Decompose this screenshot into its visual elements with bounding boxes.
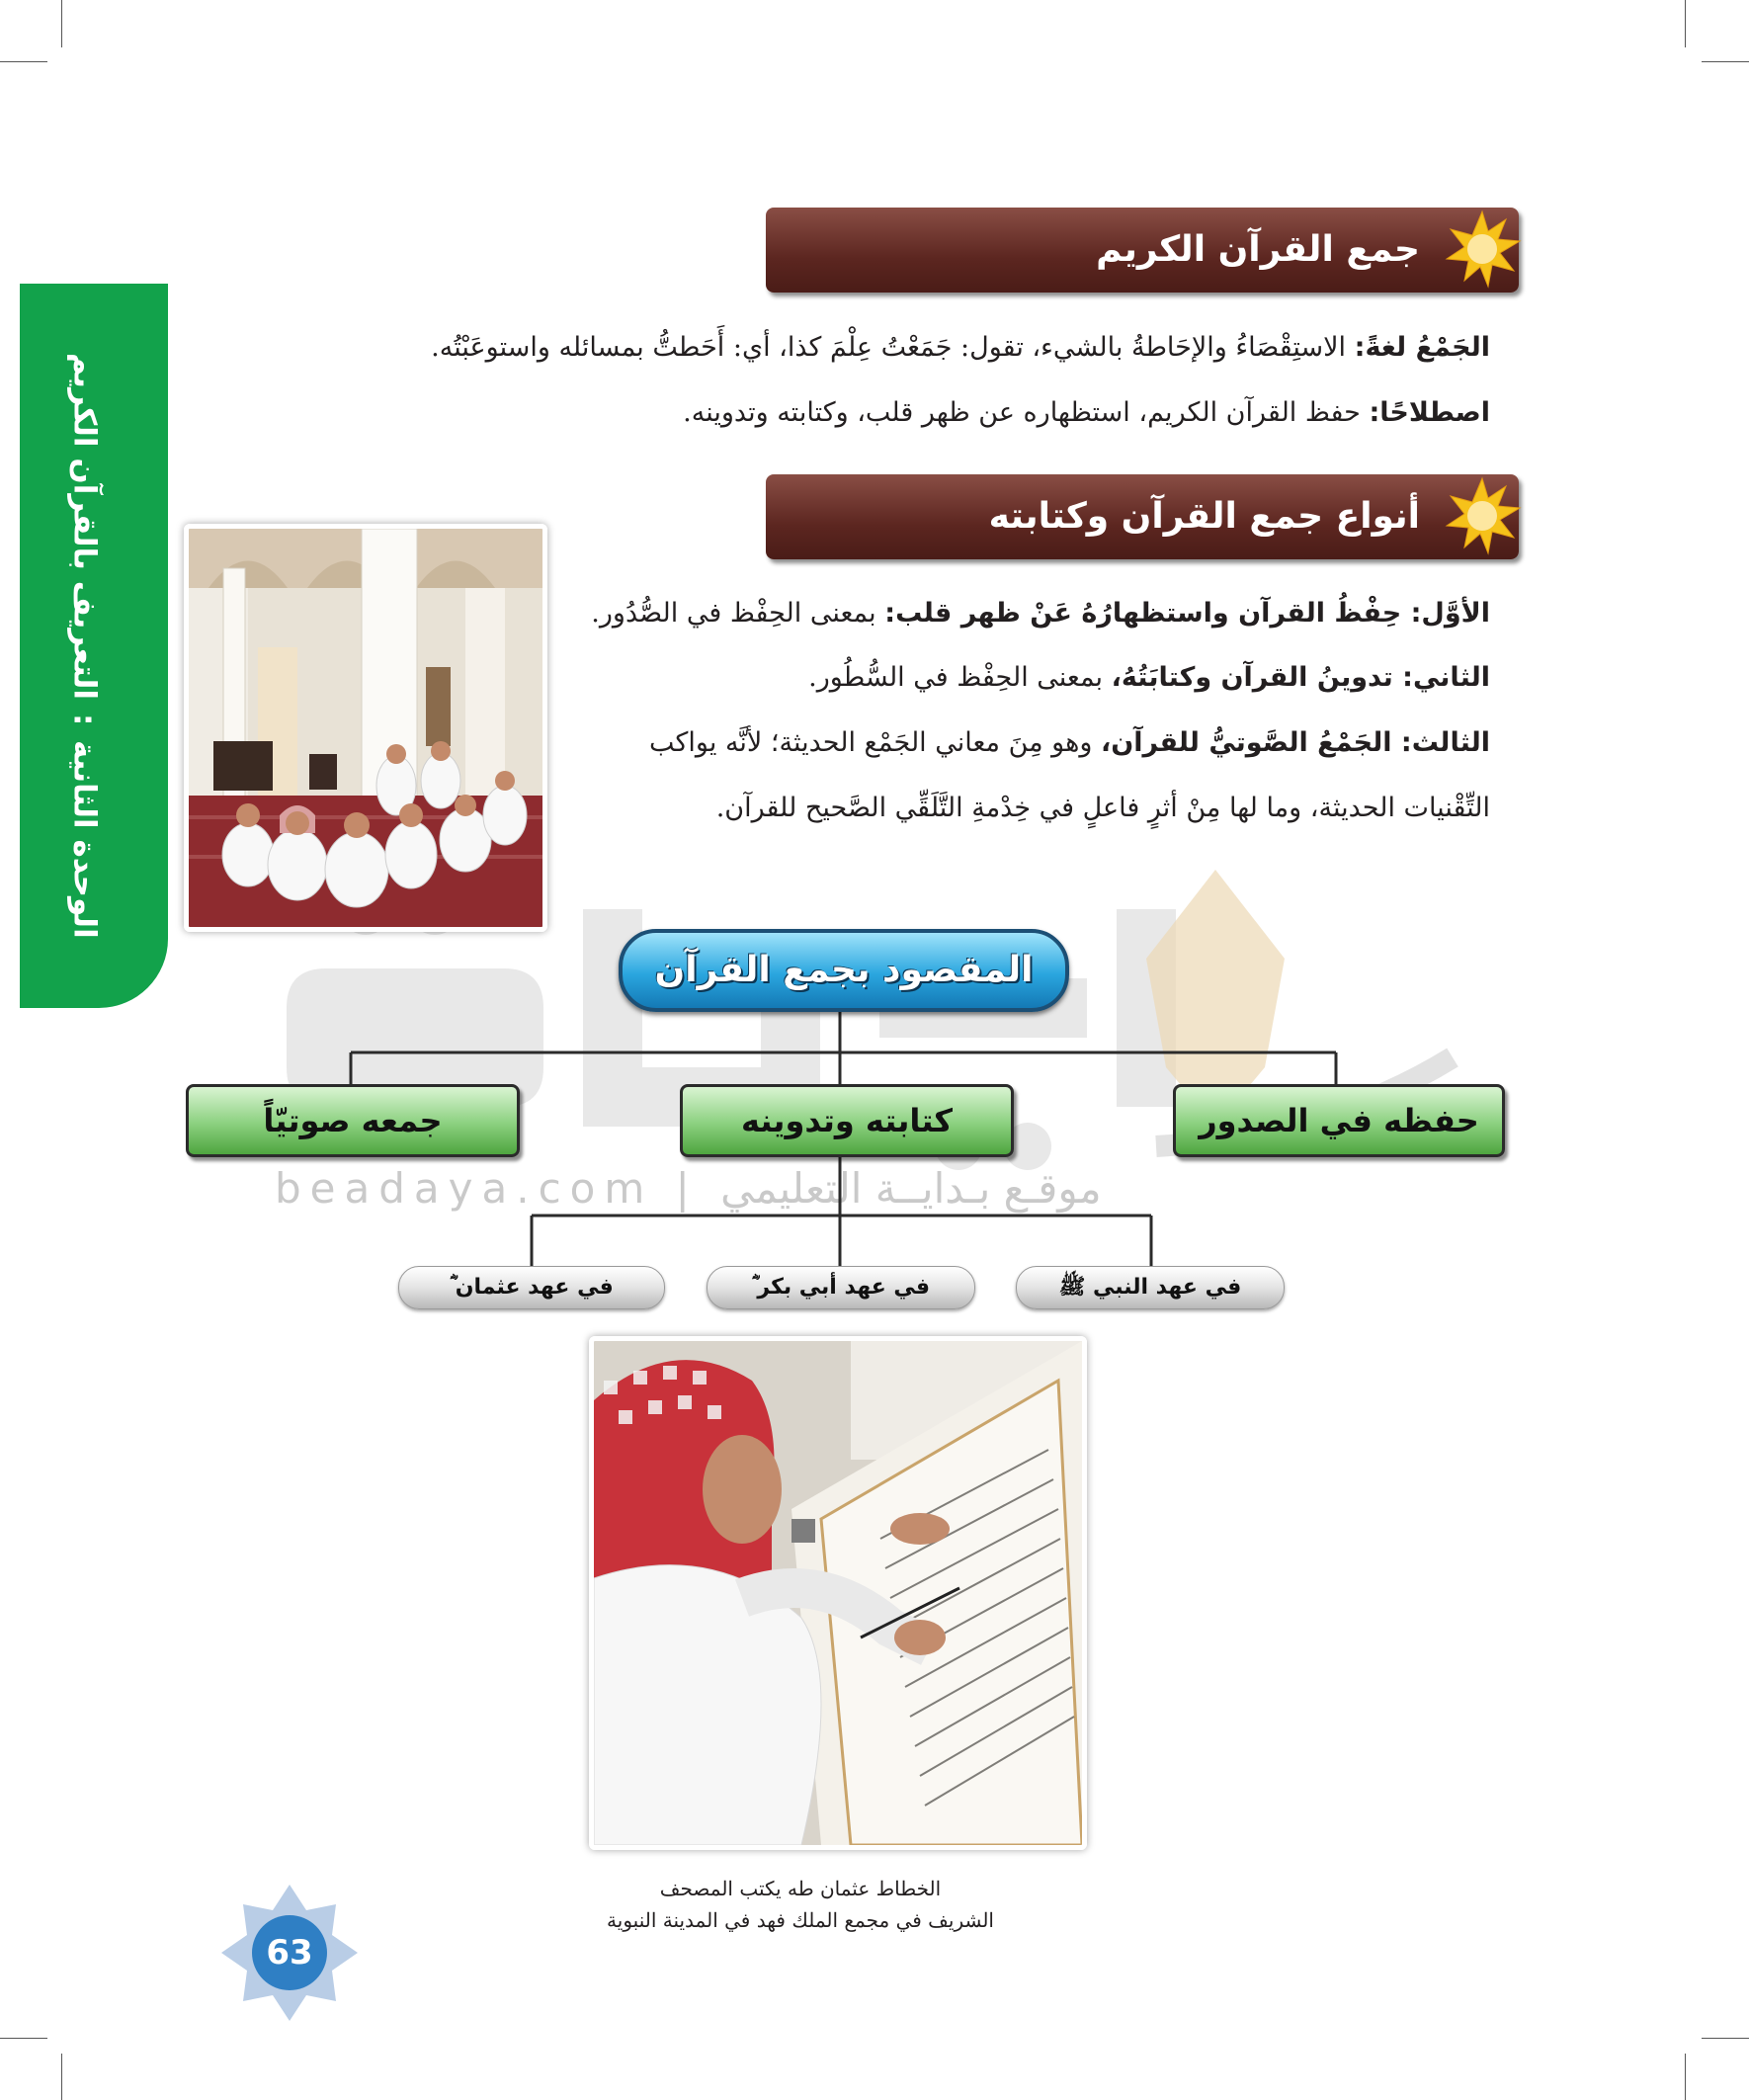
diagram-node-audio — [186, 1084, 520, 1157]
diagram-era-label: في عهد النبي ﷺ — [1058, 1275, 1242, 1300]
type-third-text: وهو مِنَ معاني الجَمْع الحديثة؛ لأنَّه يواكب — [649, 727, 1093, 758]
side-tab-topic: التعريف بالقرآن الكريم — [66, 353, 103, 701]
diagram-era-label: في عهد أبي بكر ؓ — [751, 1275, 931, 1300]
side-tab-separator: : — [66, 714, 103, 726]
watermark-site: beadaya.com — [275, 1164, 654, 1213]
type-first-term: الأوَّل: حِفْظُ القرآن واستظهارُهُ عَنْ ظهر قلب: — [884, 598, 1490, 629]
side-tab-unit: الوحدة الثانية — [66, 739, 103, 939]
diagram-node-label: جمعه صوتيّاً — [263, 1102, 443, 1139]
diagram-era-prophet — [1016, 1266, 1285, 1309]
type-third-continuation: التِّقْنيات الحديثة، وما لها مِنْ أثرٍ فاعلٍ في خِدْمةِ التَّلَقِّي الصَّحيح للقرآن. — [715, 793, 1490, 823]
diagram-node-label: كتابته وتدوينه — [740, 1102, 954, 1139]
type-third-term: الثالث: الجَمْعُ الصَّوتيُّ للقرآن، — [1101, 727, 1490, 758]
diagram-root-label: المقصود بجمع القرآن — [654, 950, 1034, 990]
photo-caption — [553, 1873, 1047, 1936]
diagram-node-memorization — [1173, 1084, 1505, 1157]
diagram-era-abu-bakr — [707, 1266, 975, 1309]
watermark-tagline: موقـع بـدايــة التعليمي — [720, 1164, 1102, 1213]
type-second-term: الثاني: تدوينُ القرآن وكتابَتُهُ، — [1111, 662, 1490, 693]
calligrapher-photo — [589, 1336, 1087, 1850]
type-first-text: بمعنى الحِفْظ في الصُّدُور. — [591, 598, 876, 629]
diagram-root-node — [619, 929, 1069, 1012]
diagram-era-label: في عهد عثمان ؓ — [450, 1275, 614, 1300]
caption-line-2: الشريف في مجمع الملك فهد في المدينة النبوية — [607, 1908, 994, 1932]
page-number: 63 — [266, 1933, 313, 1973]
section-heading-title: أنواع جمع القرآن وكتابته — [988, 496, 1420, 537]
watermark-text: beadaya.com | موقـع بـدايــة التعليمي — [275, 1164, 1102, 1213]
section-heading-title: جمع القرآن الكريم — [1096, 229, 1420, 270]
definition-language-text: الاستِقْصَاءُ والإحَاطةُ بالشيء، تقول: جَمَعْتُ عِلْمَ كذا، أي: أَحَطتُّ بمسائله واستوعَبْتُه. — [431, 332, 1347, 363]
type-second-text: بمعنى الحِفْظ في السُّطُور. — [808, 662, 1104, 693]
definition-technical-text: حفظ القرآن الكريم، استظهاره عن ظهر قلب، وكتابته وتدوينه. — [683, 397, 1361, 428]
caption-line-1: الخطاط عثمان طه يكتب المصحف — [659, 1877, 942, 1900]
definition-technical-term: اصطلاحًا: — [1369, 397, 1490, 428]
diagram-node-label: حفظه في الصدور — [1199, 1102, 1479, 1139]
definition-language-term: الجَمْعُ لغةً: — [1354, 332, 1490, 363]
diagram-node-writing — [680, 1084, 1014, 1157]
diagram-era-uthman — [398, 1266, 665, 1309]
